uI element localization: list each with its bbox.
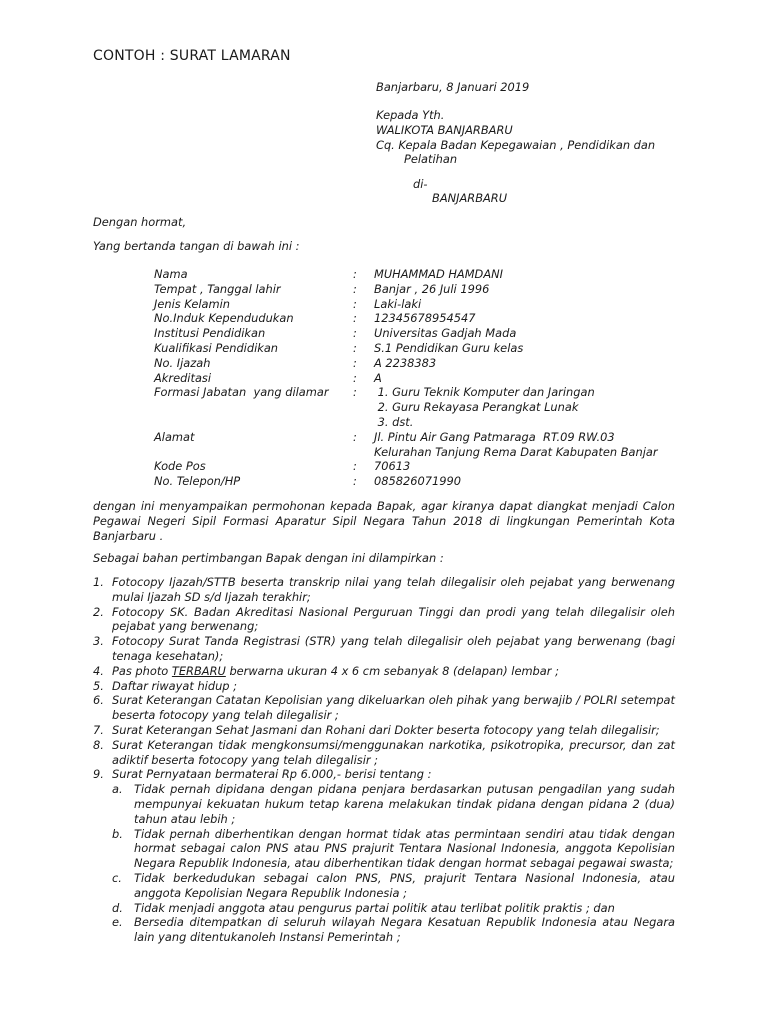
- field-value: S.1 Pendidikan Guru kelas: [374, 340, 524, 355]
- table-row: [154, 400, 658, 415]
- attachment-list: [93, 575, 675, 945]
- field-separator: :: [353, 429, 357, 444]
- field-label: Jenis Kelamin: [154, 296, 231, 311]
- field-value: Kelurahan Tanjung Rema Darat Kabupaten Banjar: [374, 444, 658, 459]
- place-date: Banjarbaru, 8 Januari 2019: [376, 80, 530, 94]
- underlined-word: TERBARU: [171, 663, 226, 678]
- table-row: [154, 474, 658, 489]
- field-label: [154, 445, 353, 460]
- table-row: [154, 326, 658, 341]
- table-row: [154, 459, 658, 474]
- table-row: [154, 267, 658, 282]
- list-item: 8. Surat Keterangan tidak mengkonsumsi/menggunakan narkotika, psikotropika, precursor, dan zat adiktif beserta fotocopy yang telah dilegalisir ;: [93, 737, 675, 767]
- field-value: 70613: [374, 459, 411, 474]
- recipient-city: BANJARBARU: [432, 191, 508, 205]
- table-row: [154, 385, 658, 400]
- request-paragraph: dengan ini menyampaikan permohonan kepada Bapak, agar kiranya dapat diangkat menjadi Calon Pegawai Negeri Sipil Formasi Aparatur Sipil Negara Tahun 2018 di lingkungan Pemerintah Kota Banjarbaru .: [93, 499, 675, 543]
- field-separator: :: [353, 385, 357, 400]
- sublist-item: a. Tidak pernah dipidana dengan pidana penjara berdasarkan putusan pengadilan yang sudah mempunyai kekuatan hukum tetap karena melakukan tindak pidana dengan pidana 2 (dua) tahun atau lebih ;: [112, 782, 675, 826]
- table-row: [154, 282, 658, 297]
- list-item: 9. Surat Pernyataan bermaterai Rp 6.000,- berisi tentang : a. Tidak pernah dipidana dengan pidana penjara berdasarkan putusan pengadilan yang sudah mempunyai kekuatan hukum tetap karena melakukan tindak pidana dengan pidana 2 (dua) tahun atau lebih ; b. Tidak pernah diberhentikan dengan hormat tidak atas permintaan sendiri atau tidak dengan hormat sebagai calon PNS atau PNS prajurit Tentara Nasional Indonesia, anggota Kepolisian Negara Republik Indonesia, atau diberhentikan tidak dengan hormat sebagai pegawai swasta; c. Tidak berkedudukan sebagai calon PNS, PNS, prajurit Tentara Nasional Indonesia, atau anggota Kepolisian Negara Republik Indonesia ; d. Tidak menjadi anggota atau pengurus partai politik atau terlibat politik praktis ; dan e. Bersedia ditempatkan di seluruh wilayah Negara Kesatuan Republik Indonesia atau Negara lain yang ditentukanoleh Instansi Pemerintah ;: [93, 767, 675, 945]
- field-label: Akreditasi: [154, 370, 212, 385]
- field-value: 12345678954547: [374, 311, 476, 326]
- table-row: [154, 356, 658, 371]
- statement-sublist: [112, 782, 675, 945]
- greeting: Dengan hormat,: [93, 215, 187, 229]
- table-row: [154, 371, 658, 386]
- field-separator: :: [353, 281, 357, 296]
- recipient-line: Pelatihan: [404, 152, 458, 166]
- field-label: Kualifikasi Pendidikan: [154, 340, 279, 355]
- field-value: Laki-laki: [374, 296, 422, 311]
- table-row: [154, 341, 658, 356]
- field-separator: :: [353, 340, 357, 355]
- document-title: CONTOH : SURAT LAMARAN: [93, 48, 291, 64]
- field-label: Formasi Jabatan yang dilamar: [154, 385, 329, 400]
- table-row: [154, 430, 658, 445]
- field-value: Jl. Pintu Air Gang Patmaraga RT.09 RW.03: [374, 429, 615, 444]
- list-item: 7. Surat Keterangan Sehat Jasmani dan Rohani dari Dokter beserta fotocopy yang telah dilegalisir;: [93, 722, 660, 737]
- field-value: Banjar , 26 Juli 1996: [374, 281, 490, 296]
- list-item: 4. Pas photo TERBARU berwarna ukuran 4 x 6 cm sebanyak 8 (delapan) lembar ;: [93, 663, 559, 678]
- field-separator: :: [353, 311, 357, 326]
- field-label: Institusi Pendidikan: [154, 326, 266, 341]
- table-row: [154, 445, 658, 460]
- field-label: Nama: [154, 267, 188, 281]
- field-label: [154, 415, 353, 430]
- table-row: [154, 297, 658, 312]
- field-value: 3. dst.: [374, 414, 414, 429]
- attachment-intro: Sebagai bahan pertimbangan Bapak dengan ini dilampirkan :: [93, 551, 444, 565]
- sublist-item: d. Tidak menjadi anggota atau pengurus partai politik atau terlibat politik praktis ; dan: [112, 900, 615, 915]
- recipient-line: Kepada Yth.: [376, 108, 445, 122]
- field-separator: :: [353, 296, 357, 311]
- table-row: [154, 415, 658, 430]
- field-label: Alamat: [154, 429, 195, 444]
- list-item: 1. Fotocopy Ijazah/STTB beserta transkrip nilai yang telah dilegalisir oleh pejabat yang berwenang mulai Ijazah SD s/d Ijazah terakhir;: [93, 575, 675, 604]
- sublist-item: c. Tidak berkedudukan sebagai calon PNS, PNS, prajurit Tentara Nasional Indonesia, atau anggota Kepolisian Negara Republik Indonesia ;: [112, 870, 675, 900]
- field-value: Universitas Gadjah Mada: [374, 326, 517, 341]
- field-label: No. Ijazah: [154, 355, 211, 370]
- field-label: Kode Pos: [154, 459, 206, 474]
- field-value: A 2238383: [374, 355, 437, 370]
- list-item: 5. Daftar riwayat hidup ;: [93, 678, 237, 693]
- list-item: 3. Fotocopy Surat Tanda Registrasi (STR) yang telah dilegalisir oleh pejabat yang berwenang (bagi tenaga kesehatan);: [93, 634, 675, 663]
- intro-line: Yang bertanda tangan di bawah ini :: [93, 239, 300, 253]
- recipient-line: Cq. Kepala Badan Kepegawaian , Pendidikan dan: [376, 138, 656, 152]
- field-label: No.Induk Kependudukan: [154, 311, 294, 326]
- field-separator: :: [353, 459, 357, 474]
- field-separator: :: [353, 474, 357, 489]
- field-separator: :: [353, 370, 357, 385]
- field-separator: :: [353, 355, 357, 370]
- field-separator: [353, 400, 374, 415]
- sublist-item: e. Bersedia ditempatkan di seluruh wilayah Negara Kesatuan Republik Indonesia atau Negara lain yang ditentukanoleh Instansi Pemerintah ;: [112, 915, 675, 945]
- table-row: [154, 311, 658, 326]
- applicant-data-table: [154, 267, 658, 489]
- field-separator: :: [353, 267, 357, 281]
- field-label: [154, 400, 353, 415]
- field-separator: [353, 445, 374, 460]
- field-value: A: [374, 370, 382, 385]
- field-value: MUHAMMAD HAMDANI: [374, 267, 503, 281]
- field-value: 085826071990: [374, 474, 461, 489]
- list-item: 2. Fotocopy SK. Badan Akreditasi Nasional Perguruan Tinggi dan prodi yang telah dilegalisir oleh pejabat yang berwenang;: [93, 604, 675, 634]
- field-value: 1. Guru Teknik Komputer dan Jaringan: [374, 385, 595, 400]
- field-separator: [353, 415, 374, 430]
- recipient-line: WALIKOTA BANJARBARU: [376, 123, 513, 137]
- recipient-line: di-: [413, 177, 428, 191]
- list-item: 6. Surat Keterangan Catatan Kepolisian yang dikeluarkan oleh pihak yang berwajib / POLRI setempat beserta fotocopy yang telah dilegalisir ;: [93, 693, 675, 723]
- field-label: No. Telepon/HP: [154, 474, 241, 489]
- sublist-item: b. Tidak pernah diberhentikan dengan hormat tidak atas permintaan sendiri atau tidak dengan hormat sebagai calon PNS atau PNS prajurit Tentara Nasional Indonesia, anggota Kepolisian Negara Republik Indonesia, atau diberhentikan tidak dengan hormat sebagai pegawai swasta;: [112, 826, 675, 871]
- field-separator: :: [353, 326, 357, 341]
- field-label: Tempat , Tanggal lahir: [154, 281, 281, 296]
- field-value: 2. Guru Rekayasa Perangkat Lunak: [374, 400, 579, 415]
